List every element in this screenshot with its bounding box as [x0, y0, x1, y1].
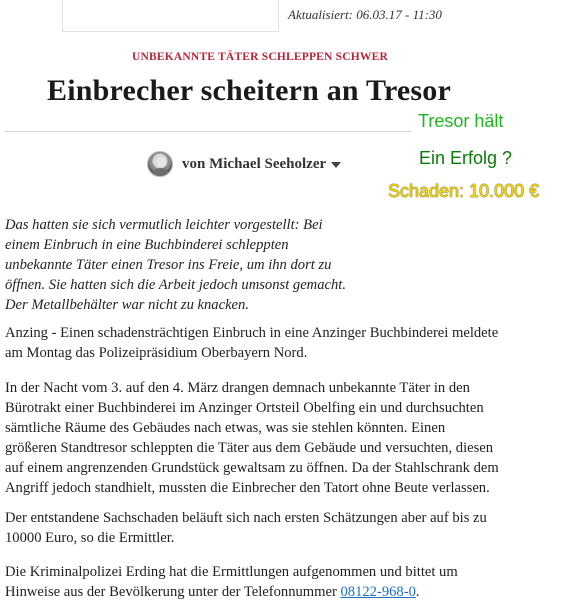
article-paragraph [5, 562, 530, 600]
lead-line: unbekannte Täter einen Tresor ins Freie, um ihn dort zu [5, 257, 332, 273]
article-paragraph [5, 508, 530, 548]
chevron-down-icon[interactable] [331, 162, 341, 168]
paragraph-text: . [415, 584, 420, 600]
paragraph-line: In der Nacht vom 3. auf den 4. März drangen demnach unbekannte Täter in den [5, 380, 470, 396]
paragraph-line: Angriff jedoch standhielt, mussten die Einbrecher den Tatort ohne Beute verlassen. [5, 480, 490, 496]
lead-line: einem Einbruch in eine Buchbinderei schleppten [5, 237, 289, 253]
overlay-text-erfolg: Ein Erfolg ? [419, 148, 513, 168]
paragraph-line: Der entstandene Sachschaden beläuft sich nach ersten Schätzungen aber auf bis zu [5, 510, 487, 526]
overlay-text-tresor: Tresor hält [418, 111, 504, 131]
paragraph-line: Die Kriminalpolizei Erding hat die Ermittlungen aufgenommen und bittet um [5, 564, 458, 580]
top-banner-placeholder [62, 0, 279, 32]
paragraph-line: 10000 Euro, so die Ermittler. [5, 530, 175, 546]
overlay-text-schaden: Schaden: 10.000 € [388, 181, 540, 201]
paragraph-line: am Montag das Polizeipräsidium Oberbayern Nord. [5, 345, 308, 361]
author-name[interactable]: von Michael Seeholzer [182, 155, 327, 172]
article-headline: Einbrecher scheitern an Tresor [47, 74, 452, 107]
phone-link[interactable]: 08122-968-0 [340, 584, 416, 600]
paragraph-line: Bürotrakt einer Buchbinderei im Anzinger Ortsteil Obelfing ein und durchsuchten [5, 400, 484, 416]
paragraph-line [5, 582, 530, 600]
paragraph-text: Hinweise aus der Bevölkerung unter der Telefonnummer [5, 584, 341, 600]
author-byline[interactable] [147, 151, 341, 177]
article-paragraph [5, 323, 530, 363]
paragraph-line: größeren Standtresor schleppten die Täter aus dem Gebäude und versuchten, diesen [5, 440, 494, 456]
updated-timestamp: Aktualisiert: 06.03.17 - 11:30 [288, 7, 442, 22]
paragraph-line: Anzing - Einen schadensträchtigen Einbruch in eine Anzinger Buchbinderei meldete [5, 325, 499, 341]
lead-line: Das hatten sie sich vermutlich leichter vorgestellt: Bei [5, 217, 323, 233]
article-paragraph [5, 378, 530, 498]
avatar[interactable] [147, 151, 173, 177]
paragraph-line: sämtliche Räume des Gebäudes nach etwas, was sie stehlen könnten. Einen [5, 420, 446, 436]
article-lead [5, 215, 530, 315]
headline-divider [5, 131, 411, 132]
lead-line: öffnen. Sie hatten sich die Arbeit jedoch umsonst gemacht. [5, 277, 347, 293]
article-kicker: UNBEKANNTE TÄTER SCHLEPPEN SCHWER [132, 51, 388, 63]
lead-line: Der Metallbehälter war nicht zu knacken. [5, 297, 249, 313]
paragraph-line: auf einem angrenzenden Grundstück gewaltsam zu öffnen. Da der Stahlschrank dem [5, 460, 499, 476]
